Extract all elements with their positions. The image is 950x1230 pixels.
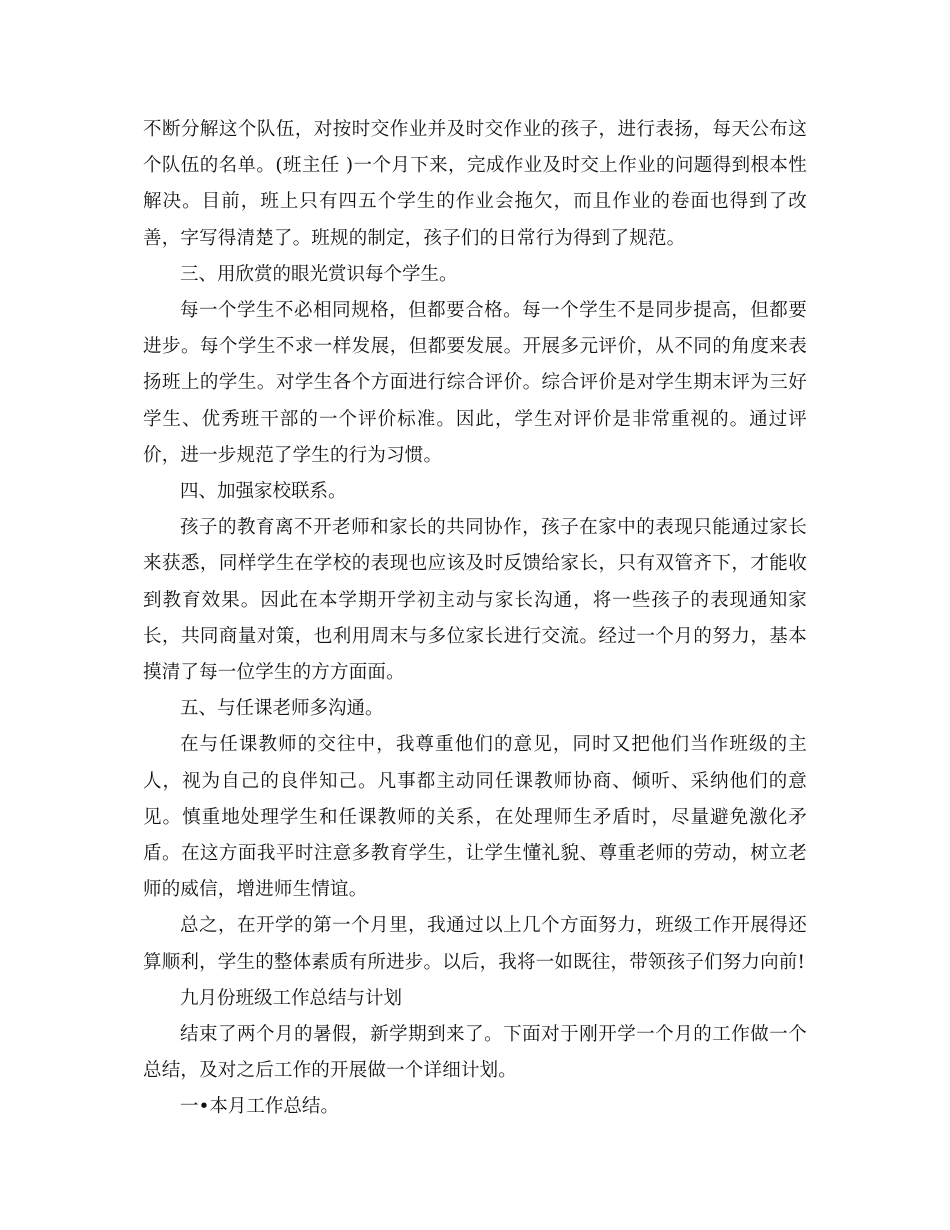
body-paragraph: 在与任课教师的交往中，我尊重他们的意见，同时又把他们当作班级的主人，视为自己的良伴知己。凡事都主动同任课教师协商、倾听、采纳他们的意见。慎重地处理学生和任课教师的关系，在处理师生矛盾时，尽量避免激化矛盾。在这方面我平时注意多教育学生，让学生懂礼貌、尊重老师的劳动，树立老师的威信，增进师生情谊。 bbox=[143, 734, 807, 901]
document-body bbox=[143, 112, 807, 1126]
body-paragraph: 每一个学生不必相同规格，但都要合格。每一个学生不是同步提高，但都要进步。每个学生不求一样发展，但都要发展。开展多元评价，从不同的角度来表扬班上的学生。对学生各个方面进行综合评价。综合评价是对学生期末评为三好学生、优秀班干部的一个评价标准。因此，学生对评价是非常重视的。通过评价，进一步规范了学生的行为习惯。 bbox=[143, 300, 807, 466]
body-paragraph: 结束了两个月的暑假，新学期到来了。下面对于刚开学一个月的工作做一个总结，及对之后工作的开展做一个详细计划。 bbox=[143, 1024, 807, 1082]
document-subtitle: 九月份班级工作总结与计划 bbox=[180, 987, 403, 1009]
section-heading: 三、用欣赏的眼光赏识每个学生。 bbox=[180, 263, 458, 285]
section-heading: 五、与任课老师多沟通。 bbox=[180, 698, 384, 720]
body-paragraph: 不断分解这个队伍，对按时交作业并及时交作业的孩子，进行表扬，每天公布这个队伍的名单。(班主任 )一个月下来，完成作业及时交上作业的问题得到根本性解决。目前，班上只有四五个学生的作业会拖欠，而且作业的卷面也得到了改善，字写得清楚了。班规的制定，孩子们的日常行为得到了规范。 bbox=[143, 119, 807, 249]
section-heading: 四、加强家校联系。 bbox=[180, 481, 347, 503]
body-paragraph: 孩子的教育离不开老师和家长的共同协作，孩子在家中的表现只能通过家长来获悉，同样学生在学校的表现也应该及时反馈给家长，只有双管齐下，才能收到教育效果。因此在本学期开学初主动与家长沟通，将一些孩子的表现通知家长，共同商量对策，也利用周末与多位家长进行交流。经过一个月的努力，基本摸清了每一位学生的方方面面。 bbox=[143, 517, 807, 684]
section-heading: 一•本月工作总结。 bbox=[180, 1096, 339, 1118]
body-paragraph: 总之，在开学的第一个月里，我通过以上几个方面努力，班级工作开展得还算顺利，学生的整体素质有所进步。以后，我将一如既往，带领孩子们努力向前! bbox=[143, 915, 807, 973]
